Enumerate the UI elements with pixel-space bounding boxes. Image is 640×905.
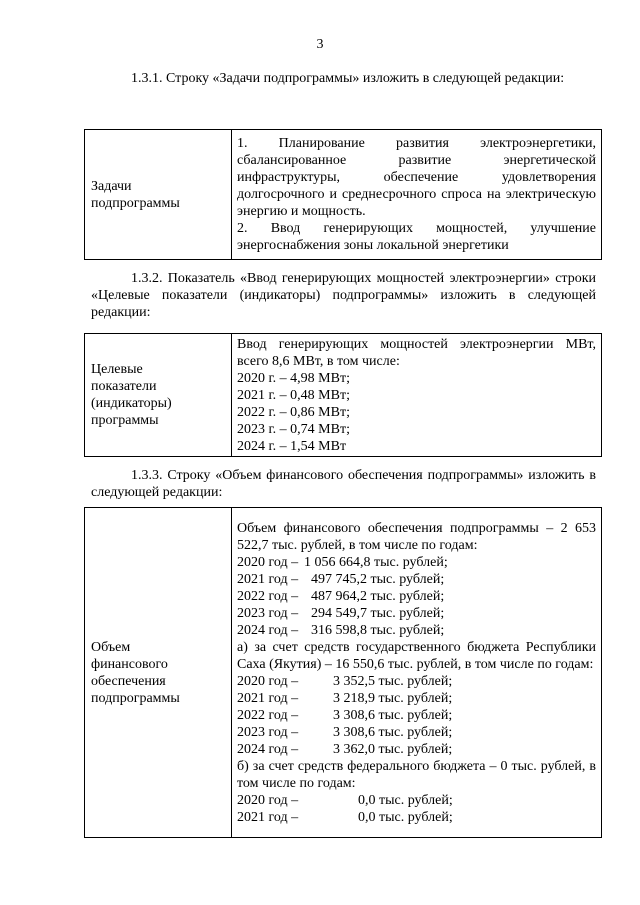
year-value: 3 308,6 тыс. рублей; (333, 707, 453, 723)
regional-year-row (237, 724, 596, 741)
financing-intro: Объем финансового обеспечения подпрограммы – 2 653 522,7 тыс. рублей, в том числе по годам: (237, 520, 596, 553)
paragraph-1-3-3: 1.3.3. Строку «Объем финансового обеспечения подпрограммы» изложить в следующей редакции: (91, 468, 596, 500)
year-value: 487 964,2 тыс. рублей; (311, 588, 445, 604)
year-label: 2021 год – (237, 571, 299, 587)
year-label: 2022 год – (237, 707, 299, 723)
year-value: 294 549,7 тыс. рублей; (311, 605, 445, 621)
tasks-label-cell (85, 130, 232, 260)
page-number: 3 (316, 37, 324, 52)
table-indicators (84, 333, 602, 457)
total-year-row (237, 588, 596, 605)
year-value: 3 218,9 тыс. рублей; (333, 690, 453, 706)
year-label: 2020 год – (237, 792, 299, 808)
financing-content-cell (232, 508, 602, 838)
year-label: 2020 год – (237, 673, 299, 689)
indicator-year-2023: 2023 г. – 0,74 МВт; (237, 421, 350, 437)
total-year-row (237, 571, 596, 588)
regional-year-row (237, 707, 596, 724)
table-tasks (84, 129, 602, 260)
total-year-row (237, 622, 596, 639)
year-label: 2022 год – (237, 588, 299, 604)
year-value: 0,0 тыс. рублей; (358, 809, 453, 825)
tasks-label: Задачи подпрограммы (91, 178, 180, 211)
indicator-year-2021: 2021 г. – 0,48 МВт; (237, 387, 350, 403)
year-label: 2024 год – (237, 622, 299, 638)
indicator-year-2020: 2020 г. – 4,98 МВт; (237, 370, 350, 386)
indicators-label: Целевые показатели (индикаторы) программы (91, 362, 172, 428)
paragraph-1-3-1: 1.3.1. Строку «Задачи подпрограммы» изложить в следующей редакции: (131, 71, 565, 86)
indicators-label-cell (85, 334, 232, 457)
indicator-year-2022: 2022 г. – 0,86 МВт; (237, 404, 350, 420)
year-value: 3 352,5 тыс. рублей; (333, 673, 453, 689)
task-item-1: 1. Планирование развития электроэнергетики, сбалансированное развитие энергетической инфраструктуры, обеспечение удовлетворения долгосрочного и среднесрочного спроса на электрическую энергию и мощность. (237, 136, 596, 219)
regional-year-row (237, 673, 596, 690)
year-value: 0,0 тыс. рублей; (358, 792, 453, 808)
indicators-content-cell (232, 334, 602, 457)
federal-year-row (237, 809, 596, 826)
tasks-content-cell (232, 130, 602, 260)
year-value: 3 362,0 тыс. рублей; (333, 741, 453, 757)
total-year-row (237, 554, 596, 571)
table-financing (84, 507, 602, 838)
year-label: 2023 год – (237, 724, 299, 740)
federal-year-row (237, 792, 596, 809)
financing-federal-budget: б) за счет средств федерального бюджета – 0 тыс. рублей, в том числе по годам: (237, 758, 596, 791)
regional-year-row (237, 690, 596, 707)
total-year-row (237, 605, 596, 622)
year-value: 1 056 664,8 тыс. рублей; (304, 554, 448, 570)
year-value: 3 308,6 тыс. рублей; (333, 724, 453, 740)
year-label: 2021 год – (237, 690, 299, 706)
indicator-year-2024: 2024 г. – 1,54 МВт (237, 438, 347, 454)
year-value: 497 745,2 тыс. рублей; (311, 571, 445, 587)
year-value: 316 598,8 тыс. рублей; (311, 622, 445, 638)
indicators-intro: Ввод генерирующих мощностей электроэнергии МВт, всего 8,6 МВт, в том числе: (237, 336, 596, 369)
task-item-2: 2. Ввод генерирующих мощностей, улучшение энергоснабжения зоны локальной энергетики (237, 221, 596, 253)
financing-regional-budget: а) за счет средств государственного бюджета Республики Саха (Якутия) – 16 550,6 тыс. рублей, в том числе по годам: (237, 639, 596, 672)
regional-year-row (237, 741, 596, 758)
year-label: 2024 год – (237, 741, 299, 757)
financing-label-cell (85, 508, 232, 838)
year-label: 2021 год – (237, 809, 299, 825)
year-label: 2023 год – (237, 605, 299, 621)
paragraph-1-3-2: 1.3.2. Показатель «Ввод генерирующих мощностей электроэнергии» строки «Целевые показатели (индикаторы) подпрограммы» изложить в следующей редакции: (91, 271, 596, 320)
year-label: 2020 год – (237, 554, 299, 570)
financing-label: Объем финансового обеспечения подпрограммы (91, 639, 180, 706)
